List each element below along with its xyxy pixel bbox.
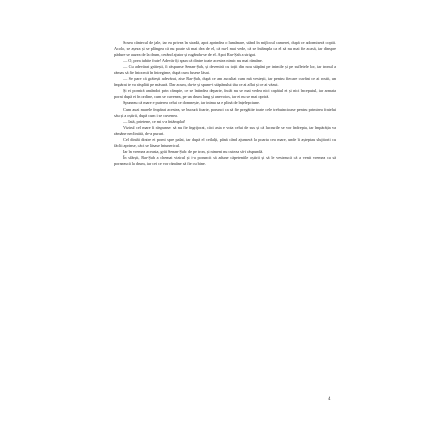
paragraph: — Se pare că grăiești adevărat, zise Rar-Șah, după ce am ascultat cum mă vestești, iar pentru fiecare cuvânt ce ai rostit, un împărat te va răsplăti pe măsură. Dar acum, du-te și spune-i stăpânului tău ce ai aflat și ce ai văzut. <box>114 76 336 88</box>
paragraph: — Cu adevărat grăiești, îi răspunse Senan-Șah, și deveniră cu toții din nou stăpâni pe inimile și pe sufletele lor, iar tronul a rămas să fie întocmit în întregime, după cum fusese lăsat. <box>114 64 336 76</box>
paragraph: Cum auzi marele împărat acestea, se bucură foarte, porunci ca să fie pregătite toate cele trebuincioase pentru primirea fratelui său și a oștirii, după cum i se cuvenea. <box>114 106 336 118</box>
paragraph: — Iată, prietene, ce mi s-a întâmplat! <box>123 118 186 124</box>
paragraph: În sfârșit, Rar-Șah a chemat vizirul și i-a poruncit să adune căpeteniile oștirii și să le vestească că a venit vremea ca să pornească la drum, iar cei ce vor rămâne să fie cu bine. <box>114 154 336 166</box>
paragraph: Spuneau că mare e puterea celui ce domnește, iar inima sa e plină de înțelepciune. <box>123 100 260 106</box>
paragraph: Iar în vremea aceasta, grăi Senan-Șah: de pe tron, și nimeni nu cuteza să-i răspundă. <box>123 148 264 154</box>
body-text <box>114 40 336 167</box>
paragraph: Cel dintâi dintre ei porni spre palat, iar după el ceilalți, până când ajunseră la poarta cea mare, unde îi așteptau slujitorii cu făclii aprinse, căci se lăsase întunericul. <box>114 136 336 148</box>
paragraph: Și ei porniră amândoi prin câmpie, ce se întindea departe, încât nu se mai vedea nici capătul ei și nici începutul, iar armata porni după ei în ordine, cum se cuvenea, pe un drum lung și anevoios, iar ei nu se mai opriră. <box>114 88 336 100</box>
paragraph: — O, prea iubite frate! Adevăr îți spun că dintre toate acestea nimic nu mai rămâne. <box>123 58 263 64</box>
paragraph: Sosea cântecul de jale, iar ea privea în stradă, apoi aprindea o lumânare, stând în mijlocul camerei, după ce adormiseră copiii. Acolo, se așeza și se plângea că nu poate să mai dea de el, că nu-l mai vede, că se întâmpla ca el să nu mai fie acasă, iar dinspre pădure se auzea de la drum, cerând ajutor și rugându-se de el. Apoi Rar-Șah a strigat. <box>114 40 336 58</box>
paragraph: Vizirul cel mare îi răspunse: să nu fie îngrijorat, căci asta e voia celui de sus și că lucrurile se vor îndrepta, iar împărăția va rămâne neclintită, de-a pururi. <box>114 124 336 136</box>
page-number: 4 <box>328 397 331 402</box>
